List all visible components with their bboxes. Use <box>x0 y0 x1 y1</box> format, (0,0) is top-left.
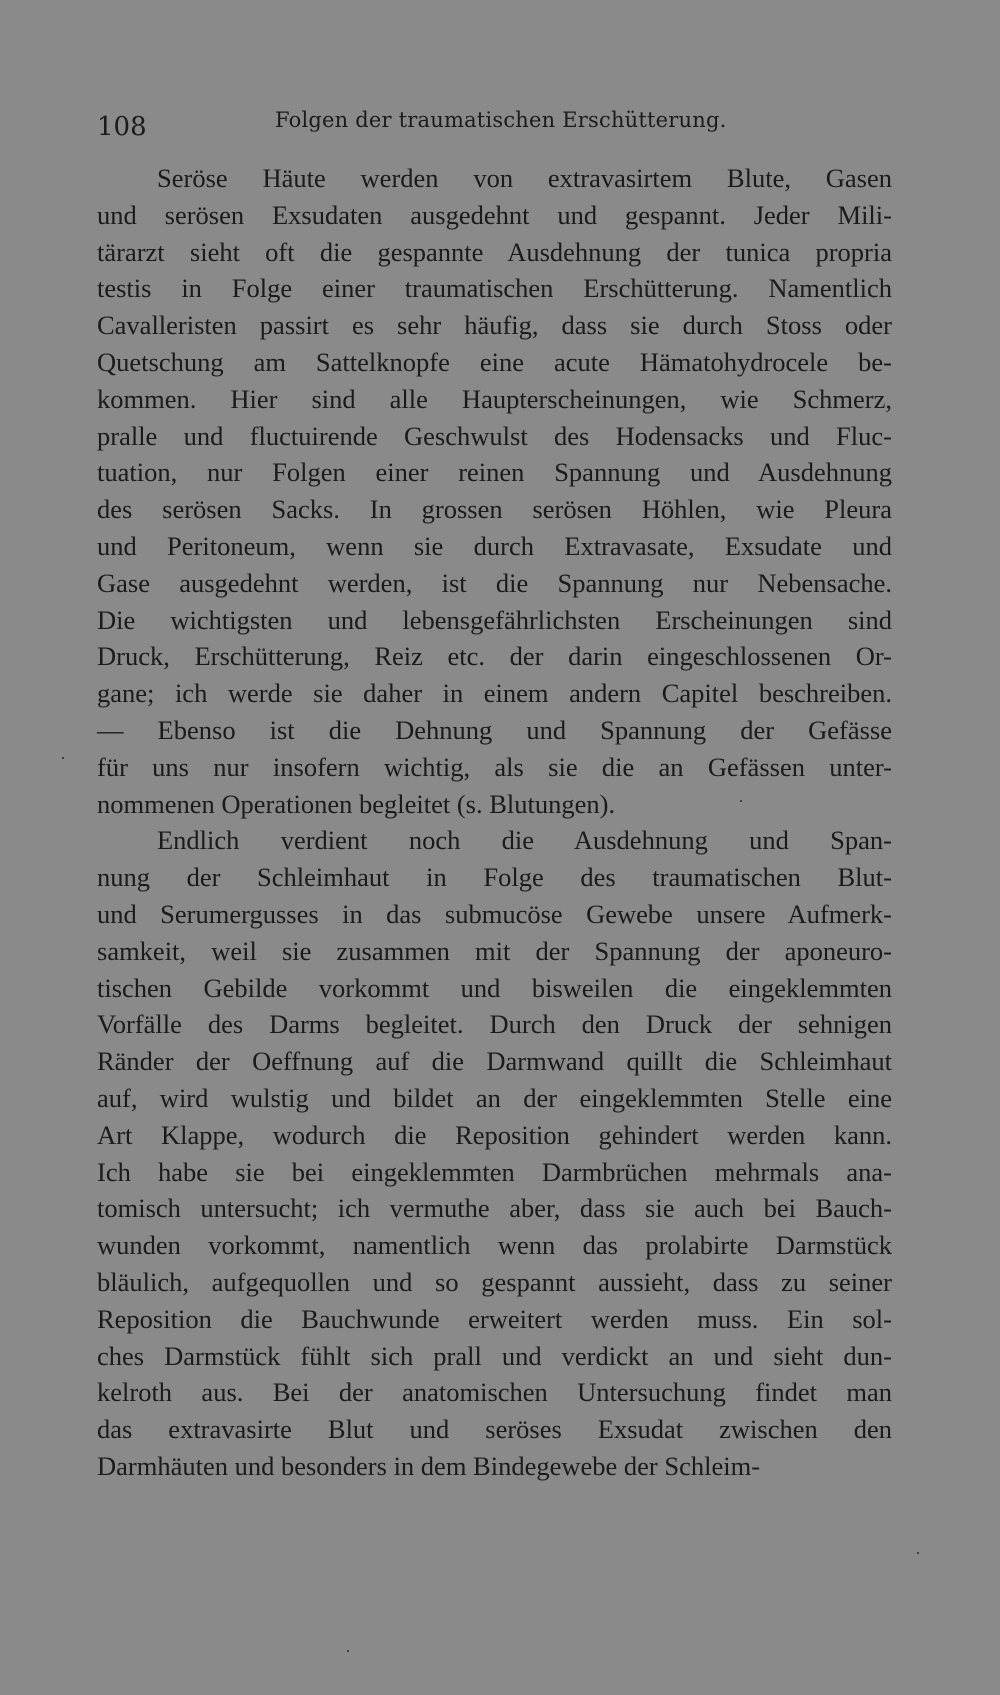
text-line: und serösen Exsudaten ausgedehnt und gespannt. Jeder Mili- <box>97 199 892 230</box>
scan-speck <box>62 757 64 759</box>
text-line: das extravasirte Blut und seröses Exsudat zwischen den <box>97 1414 892 1445</box>
text-line: auf, wird wulstig und bildet an der eingeklemmten Stelle eine <box>97 1082 892 1113</box>
text-line: gane; ich werde sie daher in einem andern Capitel beschreiben. <box>97 678 892 709</box>
text-line: Ich habe sie bei eingeklemmten Darmbrüchen mehrmals ana- <box>97 1156 892 1187</box>
scan-speck <box>917 1552 919 1554</box>
text-line: des serösen Sacks. In grossen serösen Höhlen, wie Pleura <box>97 494 892 525</box>
text-line: kommen. Hier sind alle Haupterscheinungen, wie Schmerz, <box>97 383 892 414</box>
text-line: und Serumergusses in das submucöse Gewebe unsere Aufmerk- <box>97 898 892 929</box>
text-line: tischen Gebilde vorkommt und bisweilen die eingeklemmten <box>97 972 892 1003</box>
text-line: Seröse Häute werden von extravasirtem Blute, Gasen <box>157 163 892 193</box>
text-line: samkeit, weil sie zusammen mit der Spannung der aponeuro- <box>97 935 892 966</box>
text-line: ches Darmstück fühlt sich prall und verdickt an und sieht dun- <box>97 1340 892 1371</box>
body-text <box>97 160 892 1485</box>
text-line: bläulich, aufgequollen und so gespannt aussieht, dass zu seiner <box>97 1266 892 1297</box>
text-line: Reposition die Bauchwunde erweitert werden muss. Ein sol- <box>97 1303 892 1334</box>
page-number: 108 <box>97 112 147 142</box>
text-line: wunden vorkommt, namentlich wenn das prolabirte Darmstück <box>97 1230 892 1261</box>
text-line: — Ebenso ist die Dehnung und Spannung der Gefässe <box>97 714 892 745</box>
text-line: nung der Schleimhaut in Folge des traumatischen Blut- <box>97 862 892 893</box>
running-head: Folgen der traumatischen Erschütterung. <box>275 108 727 132</box>
text-line: kelroth aus. Bei der anatomischen Untersuchung findet man <box>97 1377 892 1408</box>
text-line: Die wichtigsten und lebensgefährlichsten Erscheinungen sind <box>97 604 892 635</box>
text-line: und Peritoneum, wenn sie durch Extravasate, Exsudate und <box>97 530 892 561</box>
paragraph <box>97 160 892 822</box>
text-line: nommenen Operationen begleitet (s. Blutungen). <box>97 788 616 819</box>
text-line: testis in Folge einer traumatischen Erschütterung. Namentlich <box>97 273 892 304</box>
text-line: Gase ausgedehnt werden, ist die Spannung nur Nebensache. <box>97 567 892 598</box>
text-line: Quetschung am Sattelknopfe eine acute Hämatohydrocele be- <box>97 346 892 377</box>
text-line: für uns nur insofern wichtig, als sie die an Gefässen unter- <box>97 751 892 782</box>
scan-speck <box>347 1650 349 1652</box>
text-line: Cavalleristen passirt es sehr häufig, dass sie durch Stoss oder <box>97 310 892 341</box>
text-line: tuation, nur Folgen einer reinen Spannung und Ausdehnung <box>97 457 892 488</box>
text-line: tärarzt sieht oft die gespannte Ausdehnung der tunica propria <box>97 236 892 267</box>
scan-speck <box>740 800 742 802</box>
paragraph <box>97 822 892 1484</box>
text-line: Darmhäuten und besonders in dem Bindegewebe der Schleim- <box>97 1450 761 1481</box>
text-line: Ränder der Oeffnung auf die Darmwand quillt die Schleimhaut <box>97 1046 892 1077</box>
text-line: Endlich verdient noch die Ausdehnung und Span- <box>157 825 892 856</box>
text-line: pralle und fluctuirende Geschwulst des Hodensacks und Fluc- <box>97 420 892 451</box>
text-line: tomisch untersucht; ich vermuthe aber, dass sie auch bei Bauch- <box>97 1193 892 1224</box>
text-line: Vorfälle des Darms begleitet. Durch den Druck der sehnigen <box>97 1009 892 1040</box>
text-line: Art Klappe, wodurch die Reposition gehindert werden kann. <box>97 1119 892 1150</box>
page-header <box>97 108 897 148</box>
text-line: Druck, Erschütterung, Reiz etc. der darin eingeschlossenen Or- <box>97 641 892 672</box>
